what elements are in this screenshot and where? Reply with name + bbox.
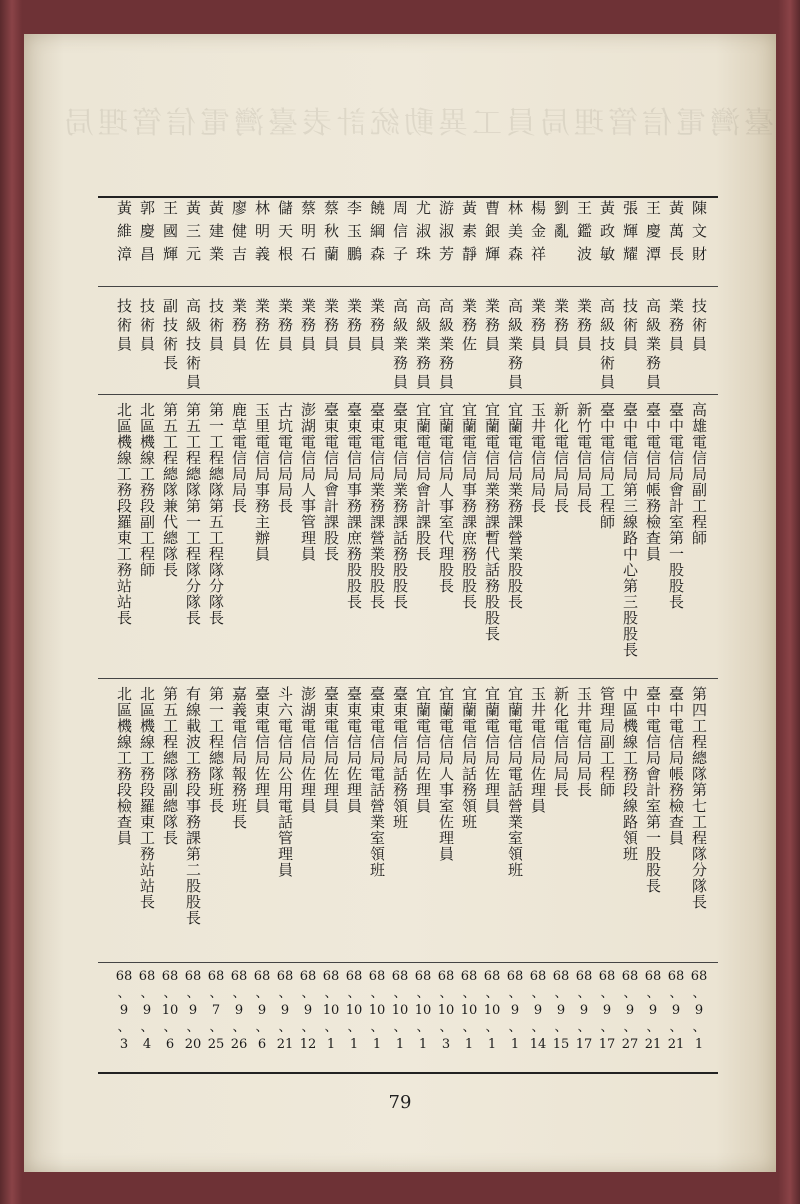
- date-part: 10: [460, 1003, 478, 1018]
- new-post: 臺東電信局佐理員: [322, 686, 340, 814]
- person-name: 陳文財: [690, 200, 708, 269]
- date-separator: 、: [186, 1020, 200, 1035]
- date-separator: 、: [508, 1020, 522, 1035]
- date-separator: 、: [646, 1020, 660, 1035]
- date-part: 68: [184, 969, 202, 984]
- person-title: 技術員: [115, 298, 133, 355]
- original-post: 臺中電信局工程師: [598, 402, 616, 530]
- person-title: 業務員: [345, 298, 363, 355]
- original-post: 鹿草電信局局長: [230, 402, 248, 514]
- date-part: 68: [322, 969, 340, 984]
- date-part: 10: [161, 1003, 179, 1018]
- date-separator: 、: [577, 986, 591, 1001]
- date-part: 1: [464, 1037, 474, 1052]
- person-title: 業務佐: [460, 298, 478, 355]
- person-name: 周信子: [391, 200, 409, 269]
- date-part: 1: [418, 1037, 428, 1052]
- date-part: 6: [257, 1037, 267, 1052]
- person-name: 儲天根: [276, 200, 294, 269]
- date-part: 10: [414, 1003, 432, 1018]
- new-post: 宜蘭電信局佐理員: [414, 686, 432, 814]
- new-post: 中區機線工務段線路領班: [621, 686, 639, 862]
- original-post: 北區機線工務段羅東工務站站長: [115, 402, 133, 626]
- page-number: 79: [388, 1092, 412, 1113]
- effective-date: [109, 968, 139, 1053]
- person-name: 楊金祥: [529, 200, 547, 269]
- date-part: 68: [207, 969, 225, 984]
- person-name: 饒綱森: [368, 200, 386, 269]
- date-part: 10: [391, 1003, 409, 1018]
- date-part: 9: [648, 1003, 658, 1018]
- date-part: 9: [625, 1003, 635, 1018]
- date-separator: 、: [439, 986, 453, 1001]
- date-part: 9: [694, 1003, 704, 1018]
- date-separator: 、: [301, 986, 315, 1001]
- date-part: 68: [621, 969, 639, 984]
- original-post: 臺東電信局會計課股長: [322, 402, 340, 562]
- original-post: 新化電信局局長: [552, 402, 570, 514]
- original-post: 玉里電信局事務主辦員: [253, 402, 271, 562]
- person-name: 王鑑波: [575, 200, 593, 269]
- date-separator: 、: [370, 986, 384, 1001]
- person-name: 張輝耀: [621, 200, 639, 269]
- new-post: 臺東電信局電話營業室領班: [368, 686, 386, 878]
- new-post: 玉井電信局佐理員: [529, 686, 547, 814]
- person-title: 業務員: [529, 298, 547, 355]
- date-part: 6: [165, 1037, 175, 1052]
- person-name: 郭慶昌: [138, 200, 156, 269]
- date-part: 9: [119, 1003, 129, 1018]
- date-separator: 、: [600, 1020, 614, 1035]
- date-part: 68: [529, 969, 547, 984]
- date-separator: 、: [393, 1020, 407, 1035]
- person-name: 林明義: [253, 200, 271, 269]
- person-title: 業務員: [276, 298, 294, 355]
- new-post: 北區機線工務段羅東工務站站長: [138, 686, 156, 910]
- date-separator: 、: [416, 1020, 430, 1035]
- person-title: 業務員: [575, 298, 593, 355]
- date-part: 68: [276, 969, 294, 984]
- person-title: 業務佐: [253, 298, 271, 355]
- date-part: 68: [644, 969, 662, 984]
- original-post: 臺中電信局帳務檢查員: [644, 402, 662, 562]
- date-part: 68: [230, 969, 248, 984]
- person-name: 李玉鵬: [345, 200, 363, 269]
- date-part: 68: [368, 969, 386, 984]
- person-title: 高級業務員: [437, 298, 455, 393]
- person-name: 廖健吉: [230, 200, 248, 269]
- new-post: 宜蘭電信局電話營業室領班: [506, 686, 524, 878]
- date-part: 21: [276, 1037, 294, 1052]
- date-part: 9: [533, 1003, 543, 1018]
- original-post: 宜蘭電信局業務課營業股股長: [506, 402, 524, 610]
- new-post: 臺東電信局話務領班: [391, 686, 409, 830]
- date-part: 9: [602, 1003, 612, 1018]
- date-separator: 、: [669, 1020, 683, 1035]
- person-name: 黃維漳: [115, 200, 133, 269]
- date-separator: 、: [324, 1020, 338, 1035]
- date-part: 3: [119, 1037, 129, 1052]
- original-post: 第一工程總隊第五工程隊分隊長: [207, 402, 225, 626]
- new-post: 北區機線工務段檢查員: [115, 686, 133, 846]
- date-part: 9: [579, 1003, 589, 1018]
- new-post: 新化電信局局長: [552, 686, 570, 798]
- date-part: 25: [207, 1037, 225, 1052]
- new-post: 斗六電信局公用電話管理員: [276, 686, 294, 878]
- date-part: 68: [115, 969, 133, 984]
- date-separator: 、: [669, 986, 683, 1001]
- person-name: 游淑芳: [437, 200, 455, 269]
- date-part: 7: [211, 1003, 221, 1018]
- date-part: 68: [391, 969, 409, 984]
- date-part: 21: [667, 1037, 685, 1052]
- date-part: 1: [326, 1037, 336, 1052]
- original-post: 北區機線工務段副工程師: [138, 402, 156, 578]
- date-separator: 、: [623, 986, 637, 1001]
- person-title: 業務員: [552, 298, 570, 355]
- date-part: 27: [621, 1037, 639, 1052]
- original-post: 臺中電信局第三線路中心第三股股長: [621, 402, 639, 658]
- date-part: 68: [598, 969, 616, 984]
- date-part: 1: [694, 1037, 704, 1052]
- original-post: 臺東電信局業務課營業股股長: [368, 402, 386, 610]
- person-title: 技術員: [138, 298, 156, 355]
- person-title: 高級業務員: [644, 298, 662, 393]
- date-separator: 、: [462, 1020, 476, 1035]
- original-post: 古坑電信局局長: [276, 402, 294, 514]
- person-name: 林美森: [506, 200, 524, 269]
- person-name: 黃萬長: [667, 200, 685, 269]
- date-part: 10: [322, 1003, 340, 1018]
- person-name: 黃三元: [184, 200, 202, 269]
- person-title: 高級業務員: [414, 298, 432, 393]
- date-part: 68: [690, 969, 708, 984]
- date-separator: 、: [508, 986, 522, 1001]
- table-top-rule: [98, 196, 718, 198]
- date-part: 10: [345, 1003, 363, 1018]
- divider-name-title: [98, 286, 718, 287]
- new-post: 宜蘭電信局話務領班: [460, 686, 478, 830]
- original-post: 宜蘭電信局會計課股長: [414, 402, 432, 562]
- new-post: 嘉義電信局報務班長: [230, 686, 248, 830]
- date-separator: 、: [209, 1020, 223, 1035]
- original-post: 臺東電信局事務課庶務股股長: [345, 402, 363, 610]
- new-post: 臺東電信局佐理員: [253, 686, 271, 814]
- person-title: 技術員: [690, 298, 708, 355]
- date-part: 9: [510, 1003, 520, 1018]
- date-part: 9: [142, 1003, 152, 1018]
- date-part: 9: [303, 1003, 313, 1018]
- original-post: 玉井電信局局長: [529, 402, 547, 514]
- date-part: 68: [667, 969, 685, 984]
- date-separator: 、: [692, 986, 706, 1001]
- new-post: 臺中電信局會計室第一股股長: [644, 686, 662, 894]
- person-name: 王國輝: [161, 200, 179, 269]
- person-title: 業務員: [667, 298, 685, 355]
- person-name: 蔡明石: [299, 200, 317, 269]
- date-part: 68: [345, 969, 363, 984]
- person-name: 黃政敏: [598, 200, 616, 269]
- person-title: 業務員: [322, 298, 340, 355]
- date-part: 1: [395, 1037, 405, 1052]
- date-separator: 、: [209, 986, 223, 1001]
- date-part: 4: [142, 1037, 152, 1052]
- date-part: 9: [556, 1003, 566, 1018]
- date-separator: 、: [186, 986, 200, 1001]
- date-part: 68: [253, 969, 271, 984]
- date-part: 68: [483, 969, 501, 984]
- date-part: 20: [184, 1037, 202, 1052]
- date-separator: 、: [462, 986, 476, 1001]
- date-part: 1: [349, 1037, 359, 1052]
- date-separator: 、: [485, 986, 499, 1001]
- date-separator: 、: [531, 1020, 545, 1035]
- date-separator: 、: [163, 986, 177, 1001]
- original-post: 宜蘭電信局事務課庶務股股長: [460, 402, 478, 610]
- date-part: 68: [460, 969, 478, 984]
- person-name: 蔡秋蘭: [322, 200, 340, 269]
- person-name: 尤淑珠: [414, 200, 432, 269]
- person-title: 業務員: [230, 298, 248, 355]
- new-post: 澎湖電信局佐理員: [299, 686, 317, 814]
- person-title: 業務員: [368, 298, 386, 355]
- date-part: 1: [487, 1037, 497, 1052]
- date-part: 68: [575, 969, 593, 984]
- bleed-through-text: 臺灣電信管理局員工異動統計表臺灣電信管理局: [60, 106, 774, 141]
- date-part: 9: [234, 1003, 244, 1018]
- date-separator: 、: [692, 1020, 706, 1035]
- date-separator: 、: [416, 986, 430, 1001]
- date-part: 17: [575, 1037, 593, 1052]
- date-part: 15: [552, 1037, 570, 1052]
- person-title: 高級技術員: [598, 298, 616, 393]
- date-separator: 、: [485, 1020, 499, 1035]
- date-separator: 、: [232, 986, 246, 1001]
- original-post: 宜蘭電信局業務課暫代話務股股長: [483, 402, 501, 642]
- date-separator: 、: [347, 986, 361, 1001]
- date-part: 17: [598, 1037, 616, 1052]
- date-part: 9: [257, 1003, 267, 1018]
- new-post: 第五工程總隊副總隊長: [161, 686, 179, 846]
- new-post: 臺東電信局佐理員: [345, 686, 363, 814]
- date-separator: 、: [439, 1020, 453, 1035]
- date-separator: 、: [278, 986, 292, 1001]
- date-part: 14: [529, 1037, 547, 1052]
- date-separator: 、: [163, 1020, 177, 1035]
- date-part: 68: [437, 969, 455, 984]
- person-title: 高級業務員: [391, 298, 409, 393]
- date-part: 68: [414, 969, 432, 984]
- original-post: 第五工程總隊兼代總隊長: [161, 402, 179, 578]
- date-separator: 、: [278, 1020, 292, 1035]
- person-title: 技術員: [621, 298, 639, 355]
- date-part: 21: [644, 1037, 662, 1052]
- divider-title-oldpost: [98, 394, 718, 395]
- date-separator: 、: [531, 986, 545, 1001]
- date-part: 68: [161, 969, 179, 984]
- original-post: 新竹電信局局長: [575, 402, 593, 514]
- person-title: 高級業務員: [506, 298, 524, 393]
- table-bottom-rule: [98, 1072, 718, 1074]
- date-part: 68: [138, 969, 156, 984]
- new-post: 有線載波工務段事務課第二股股長: [184, 686, 202, 926]
- original-post: 臺中電信局會計室第一股股長: [667, 402, 685, 610]
- person-name: 劉亂: [552, 200, 570, 246]
- person-title: 技術員: [207, 298, 225, 355]
- date-part: 1: [510, 1037, 520, 1052]
- date-part: 9: [280, 1003, 290, 1018]
- person-title: 業務員: [299, 298, 317, 355]
- date-separator: 、: [301, 1020, 315, 1035]
- date-part: 10: [368, 1003, 386, 1018]
- person-name: 王慶潭: [644, 200, 662, 269]
- date-part: 68: [506, 969, 524, 984]
- date-separator: 、: [577, 1020, 591, 1035]
- date-part: 26: [230, 1037, 248, 1052]
- new-post: 宜蘭電信局佐理員: [483, 686, 501, 814]
- date-separator: 、: [117, 986, 131, 1001]
- original-post: 澎湖電信局人事管理員: [299, 402, 317, 562]
- date-separator: 、: [140, 986, 154, 1001]
- divider-oldpost-newpost: [98, 678, 718, 679]
- new-post: 宜蘭電信局人事室佐理員: [437, 686, 455, 862]
- original-post: 高雄電信局副工程師: [690, 402, 708, 546]
- person-name: 黃建業: [207, 200, 225, 269]
- date-separator: 、: [600, 986, 614, 1001]
- new-post: 管理局副工程師: [598, 686, 616, 798]
- person-name: 黃素靜: [460, 200, 478, 269]
- date-separator: 、: [324, 986, 338, 1001]
- new-post: 玉井電信局局長: [575, 686, 593, 798]
- person-title: 業務員: [483, 298, 501, 355]
- date-part: 3: [441, 1037, 451, 1052]
- original-post: 宜蘭電信局人事室代理股長: [437, 402, 455, 594]
- date-separator: 、: [140, 1020, 154, 1035]
- date-separator: 、: [393, 986, 407, 1001]
- date-separator: 、: [646, 986, 660, 1001]
- date-part: 9: [671, 1003, 681, 1018]
- date-part: 9: [188, 1003, 198, 1018]
- date-part: 1: [372, 1037, 382, 1052]
- date-separator: 、: [255, 1020, 269, 1035]
- date-part: 10: [437, 1003, 455, 1018]
- original-post: 臺東電信局業務課話務股股長: [391, 402, 409, 610]
- date-separator: 、: [554, 986, 568, 1001]
- date-separator: 、: [370, 1020, 384, 1035]
- date-part: 68: [299, 969, 317, 984]
- person-title: 高級技術員: [184, 298, 202, 393]
- date-separator: 、: [554, 1020, 568, 1035]
- date-separator: 、: [255, 986, 269, 1001]
- date-part: 12: [299, 1037, 317, 1052]
- person-title: 副技術長: [161, 298, 179, 374]
- date-separator: 、: [347, 1020, 361, 1035]
- original-post: 第五工程總隊第一工程隊分隊長: [184, 402, 202, 626]
- date-separator: 、: [232, 1020, 246, 1035]
- new-post: 第四工程總隊第七工程隊分隊長: [690, 686, 708, 910]
- person-name: 曹銀輝: [483, 200, 501, 269]
- date-separator: 、: [117, 1020, 131, 1035]
- date-separator: 、: [623, 1020, 637, 1035]
- new-post: 臺中電信局帳務檢查員: [667, 686, 685, 846]
- date-part: 68: [552, 969, 570, 984]
- date-part: 10: [483, 1003, 501, 1018]
- divider-newpost-date: [98, 962, 718, 963]
- new-post: 第一工程總隊班長: [207, 686, 225, 814]
